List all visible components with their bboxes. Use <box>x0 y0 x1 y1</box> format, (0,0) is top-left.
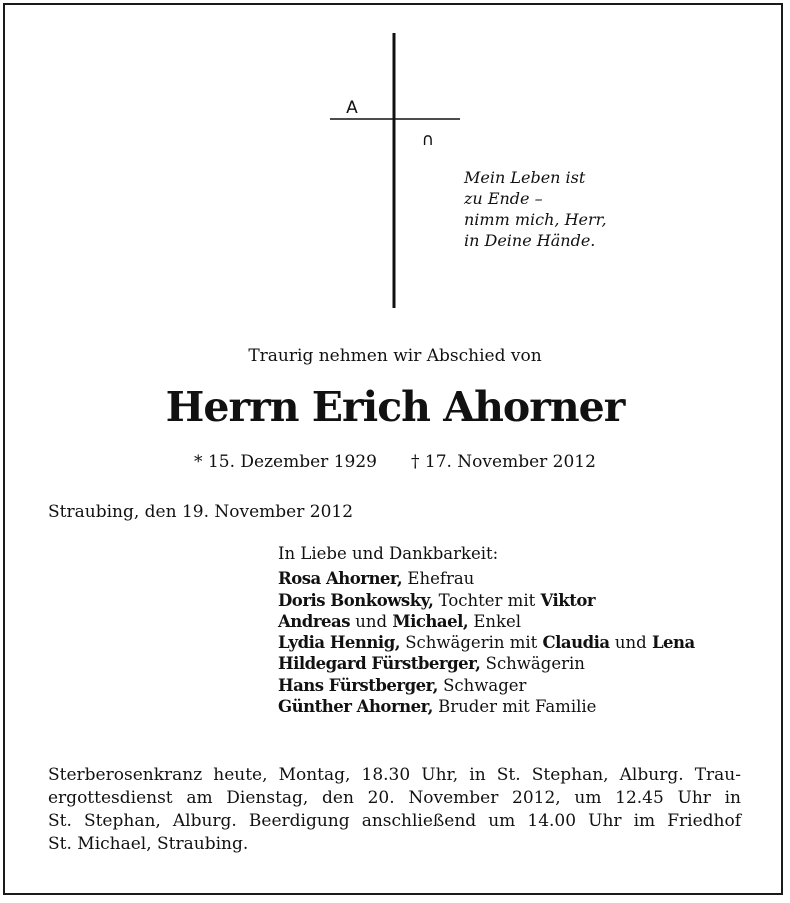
notice-line: St. Stephan, Alburg. Beerdigung anschließend um 14.00 Uhr im Friedhof <box>48 811 741 831</box>
mourner-row <box>278 611 695 632</box>
verse <box>464 167 607 251</box>
mourner-name: Michael, <box>392 611 469 631</box>
mourner-row <box>278 675 695 696</box>
mourner-row <box>278 590 695 611</box>
mourner-row <box>278 653 695 674</box>
verse-line: nimm mich, Herr, <box>464 210 607 229</box>
intro-text: Traurig nehmen wir Abschied von <box>248 346 542 366</box>
mourner-relation: Schwager <box>437 675 527 695</box>
mourner-relation: und <box>350 611 393 631</box>
mourner-name: Hans Fürstberger, <box>278 675 438 695</box>
birth-date: * 15. Dezember 1929 <box>194 452 377 472</box>
mourners-list <box>278 543 695 717</box>
mourner-relation: Schwägerin <box>480 654 585 674</box>
mourner-name: Doris Bonkowsky, <box>278 590 434 610</box>
alpha-letter: A <box>346 98 358 118</box>
mourner-relation: Tochter mit <box>433 590 541 610</box>
mourner-name: Claudia <box>542 633 610 653</box>
omega-letter: ∩ <box>421 130 435 150</box>
mourner-relation: und <box>609 633 652 653</box>
mourners-heading: In Liebe und Dankbarkeit: <box>278 544 499 563</box>
mourner-row <box>278 632 695 653</box>
deceased-name: Herrn Erich Ahorner <box>165 383 625 431</box>
verse-line: in Deine Hände. <box>464 231 596 250</box>
notice-line: ergottesdienst am Dienstag, den 20. November 2012, um 12.45 Uhr in <box>48 788 741 808</box>
cross-icon <box>0 0 790 320</box>
mourner-relation: Ehefrau <box>402 569 475 589</box>
verse-line: Mein Leben ist <box>464 168 586 187</box>
mourner-row <box>278 568 695 589</box>
service-notice <box>48 764 741 856</box>
mourner-row <box>278 696 695 717</box>
verse-line: zu Ende – <box>464 189 543 208</box>
notice-line: Sterberosenkranz heute, Montag, 18.30 Uhr, in St. Stephan, Alburg. Trau- <box>48 765 741 785</box>
place-date: Straubing, den 19. November 2012 <box>48 502 354 522</box>
mourner-name: Rosa Ahorner, <box>278 569 403 589</box>
mourner-name: Viktor <box>540 590 596 610</box>
mourner-relation: Bruder mit Familie <box>432 697 597 717</box>
mourner-relation: Enkel <box>468 611 522 631</box>
notice-line: St. Michael, Straubing. <box>48 834 249 854</box>
mourner-name: Lena <box>651 633 695 653</box>
mourner-name: Hildegard Fürstberger, <box>278 654 481 674</box>
death-date: † 17. November 2012 <box>410 452 596 472</box>
mourner-name: Andreas <box>278 611 351 631</box>
mourner-name: Lydia Hennig, <box>278 633 400 653</box>
mourner-relation: Schwägerin mit <box>399 633 543 653</box>
life-dates <box>0 452 790 472</box>
mourner-name: Günther Ahorner, <box>278 697 433 717</box>
